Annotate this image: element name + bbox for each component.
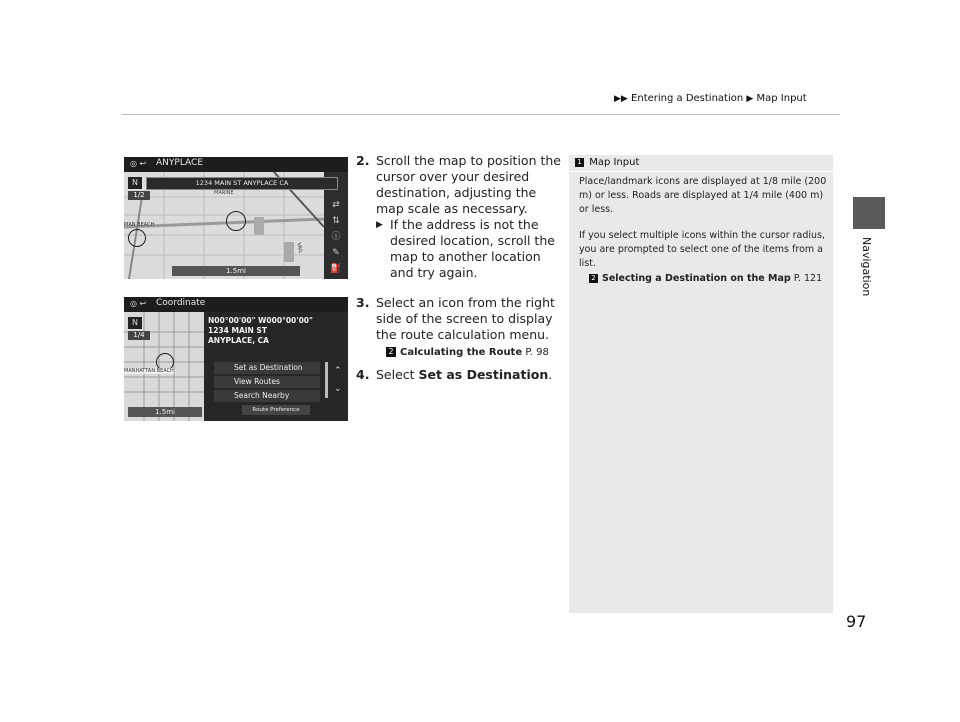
reference-title: Calculating the Route [400, 347, 523, 358]
street-label: MARINE [214, 190, 234, 196]
route-menu [214, 362, 320, 402]
step-number: 2. [356, 153, 370, 168]
step-text: Scroll the map to position the cursor over your desired destination, adjusting the map scale as necessary. [376, 153, 561, 216]
address-line2: ANYPLACE, CA [208, 336, 269, 345]
screen-title: Coordinate [156, 298, 206, 308]
distance-value: 1.5 [226, 267, 238, 275]
road-label: VAIL [295, 242, 304, 254]
distance-unit: mi [166, 408, 175, 416]
step-text: Select an icon from the right side of the screen to display the route calculation menu. [376, 295, 555, 342]
screen-title-bar [124, 157, 348, 172]
coordinate-screenshot [124, 297, 348, 421]
note-paragraph-2: If you select multiple icons within the cursor radius, you are prompted to select one of the items from a list. [579, 230, 826, 269]
substep-arrow-icon: ▶ [376, 220, 383, 230]
note-title [575, 157, 639, 168]
instruction-steps [356, 153, 561, 383]
substep-text: If the address is not the desired location, scroll the map to another location and try again. [390, 217, 555, 280]
header-divider [122, 114, 840, 115]
breadcrumb-item-entering-destination[interactable]: Entering a Destination [631, 93, 744, 104]
scrollbar[interactable] [325, 362, 328, 398]
step-number: 4. [356, 367, 370, 382]
section-label: Navigation [860, 237, 873, 297]
menu-item-search-nearby[interactable]: Search Nearby [214, 390, 320, 402]
scroll-down-icon[interactable]: ⌄ [334, 384, 342, 394]
reference-arrow-icon: 2 [386, 347, 396, 357]
screen-title-bar [124, 297, 348, 312]
step-2 [356, 153, 561, 281]
note-paragraph-1: Place/landmark icons are displayed at 1/8 mile (200 m) or less. Roads are displayed at 1/4 mile (400 m) or less. [579, 176, 827, 215]
distance-bar[interactable] [128, 407, 202, 417]
menu-item-set-as-destination[interactable]: Set as Destination [214, 362, 320, 374]
area-label: MANHATTAN BEACH [124, 368, 174, 374]
scroll-up-icon[interactable]: ⌃ [334, 366, 342, 376]
zoom-icon[interactable]: ⇅ [332, 216, 340, 226]
note-divider [569, 171, 833, 172]
reference-arrow-icon: 2 [589, 274, 598, 283]
route-preference-button[interactable]: Route Preference [242, 405, 310, 415]
map-cursor-icon[interactable] [226, 211, 246, 231]
breadcrumb [614, 93, 807, 104]
address-line1: 1234 MAIN ST [208, 326, 267, 335]
location-panel [204, 312, 348, 421]
settings-icon[interactable]: ✎ [332, 248, 340, 258]
step-text-pre: Select [376, 367, 415, 382]
step-4 [356, 367, 561, 383]
note-marker-icon: 1 [575, 158, 584, 167]
note-cross-reference[interactable] [589, 272, 829, 286]
home-back-icon[interactable]: ◎ ↩ [130, 299, 147, 308]
section-tab-marker [853, 197, 885, 229]
page-number: 97 [846, 612, 867, 631]
breadcrumb-arrow-icon: ▶▶ [614, 94, 628, 104]
poi-icon[interactable]: ⛽ [330, 264, 342, 274]
step-substep [376, 217, 561, 281]
note-reference-page: P. 121 [793, 273, 823, 284]
map-screenshot [124, 157, 348, 279]
map-scale[interactable]: 1/2 [128, 191, 150, 200]
north-indicator-icon[interactable]: N [128, 177, 142, 189]
step-text-post: . [548, 367, 553, 382]
cross-reference[interactable] [386, 345, 561, 361]
north-indicator-icon[interactable]: N [128, 317, 142, 329]
screen-title: ANYPLACE [156, 158, 204, 168]
address-bar: 1234 MAIN ST ANYPLACE CA [146, 177, 338, 190]
map-scale[interactable]: 1/4 [128, 331, 150, 340]
distance-value: 1.5 [155, 408, 167, 416]
breadcrumb-item-map-input[interactable]: Map Input [756, 93, 807, 104]
note-title-text: Map Input [589, 157, 640, 168]
breadcrumb-arrow-icon: ▶ [746, 94, 754, 104]
note-body [579, 175, 829, 286]
coordinates-text: N00°00'00" W000°00'00" [208, 316, 313, 325]
step-text-bold: Set as Destination [418, 367, 549, 382]
info-icon[interactable]: ⓘ [331, 232, 341, 242]
note-reference-title: Selecting a Destination on the Map [602, 273, 791, 284]
menu-item-view-routes[interactable]: View Routes [214, 376, 320, 388]
distance-unit: mi [237, 267, 246, 275]
route-icon[interactable]: ⇄ [332, 200, 340, 210]
reference-page: P. 98 [525, 347, 549, 358]
home-back-icon[interactable]: ◎ ↩ [130, 159, 147, 168]
step-3 [356, 295, 561, 361]
distance-bar[interactable] [172, 266, 300, 276]
step-number: 3. [356, 295, 370, 310]
vehicle-position-icon [128, 229, 146, 247]
area-label: MAN BEACH [124, 222, 155, 228]
map-side-icons [327, 197, 345, 277]
